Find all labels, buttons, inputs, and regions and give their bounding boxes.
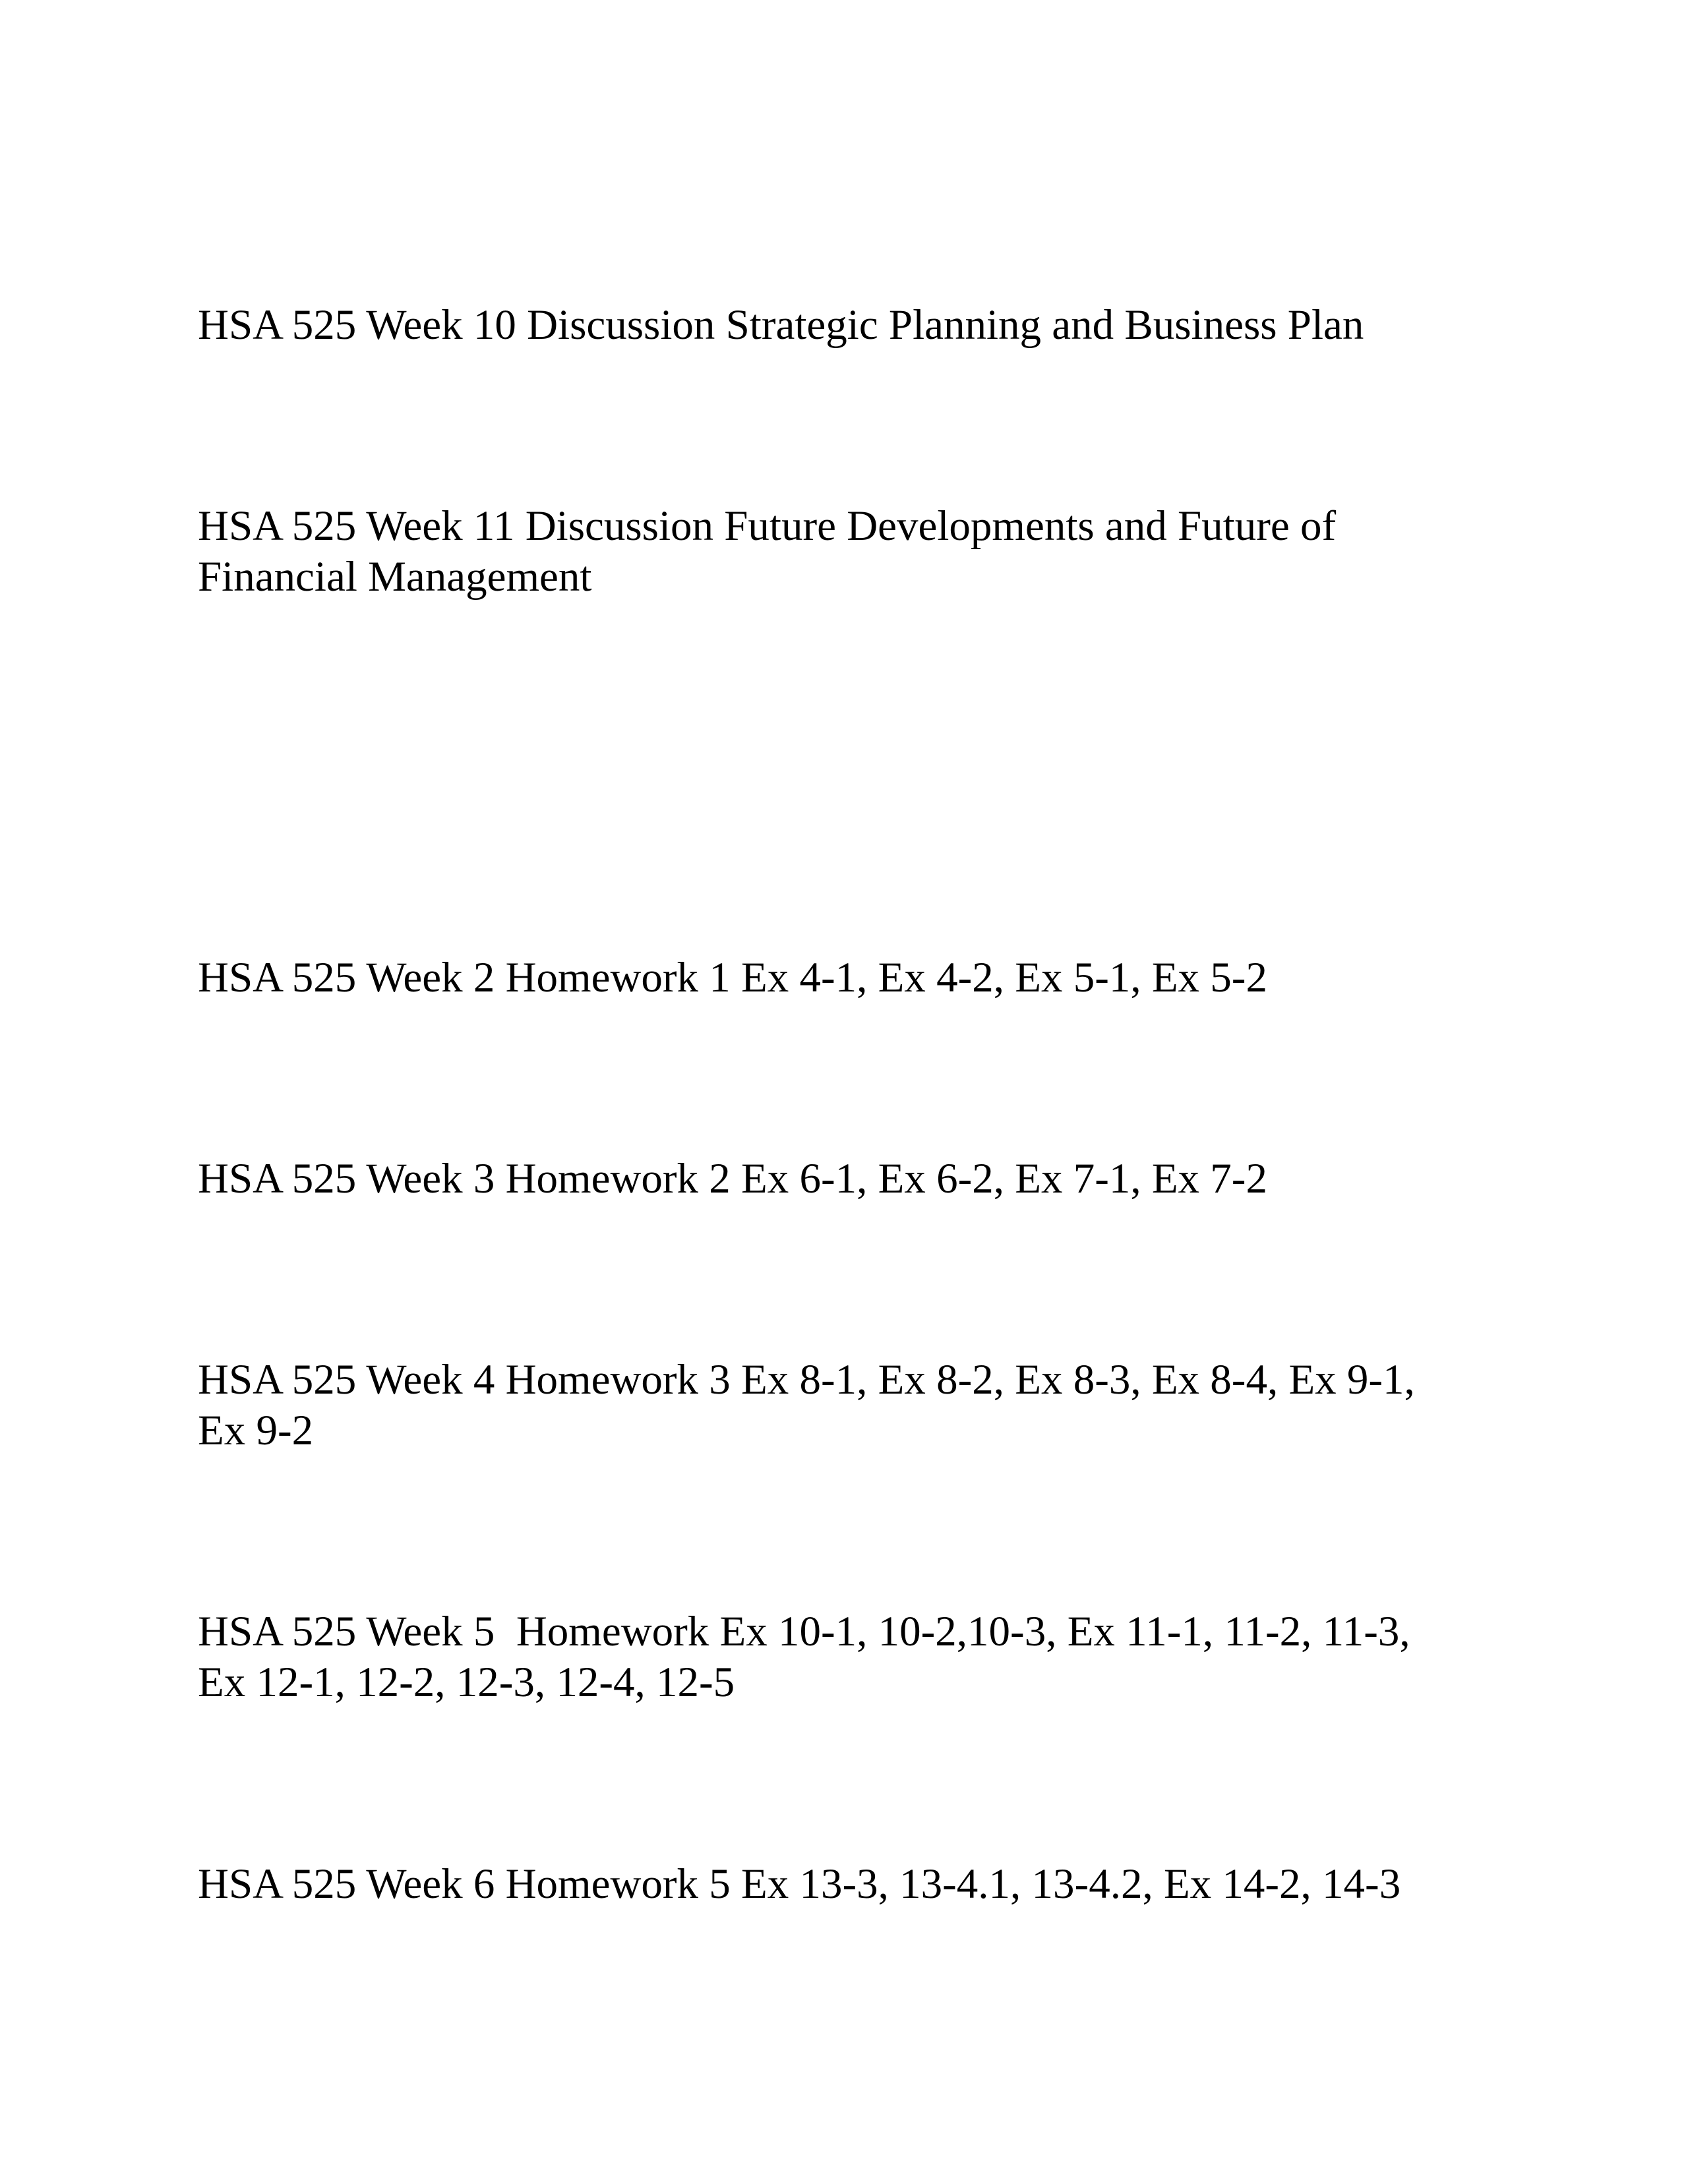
entry-week-6-homework (198, 1859, 1517, 1910)
entry-week-2-homework (198, 953, 1517, 1003)
entry-line: Financial Management (198, 553, 592, 601)
entry-week-11-discussion (198, 501, 1517, 603)
entry-week-5-homework (198, 1607, 1517, 1708)
entry-line: HSA 525 Week 2 Homework 1 Ex 4-1, Ex 4-2, Ex 5-1, Ex 5-2 (198, 954, 1267, 1001)
entry-line: HSA 525 Week 5 Homework Ex 10-1, 10-2,10-3, Ex 11-1, 11-2, 11-3, (198, 1608, 1410, 1655)
entry-week-3-homework (198, 1154, 1517, 1204)
entry-line: HSA 525 Week 3 Homework 2 Ex 6-1, Ex 6-2, Ex 7-1, Ex 7-2 (198, 1155, 1267, 1202)
entry-week-10-discussion (198, 300, 1517, 351)
entry-line: Ex 12-1, 12-2, 12-3, 12-4, 12-5 (198, 1659, 735, 1706)
entry-line: HSA 525 Week 6 Homework 5 Ex 13-3, 13-4.1, 13-4.2, Ex 14-2, 14-3 (198, 1860, 1401, 1908)
entry-line: HSA 525 Week 10 Discussion Strategic Planning and Business Plan (198, 301, 1364, 349)
entry-line: Ex 9-2 (198, 1407, 314, 1454)
entry-line: HSA 525 Week 11 Discussion Future Developments and Future of (198, 502, 1337, 550)
entry-week-4-homework (198, 1355, 1517, 1456)
entry-line: HSA 525 Week 4 Homework 3 Ex 8-1, Ex 8-2, Ex 8-3, Ex 8-4, Ex 9-1, (198, 1356, 1415, 1403)
